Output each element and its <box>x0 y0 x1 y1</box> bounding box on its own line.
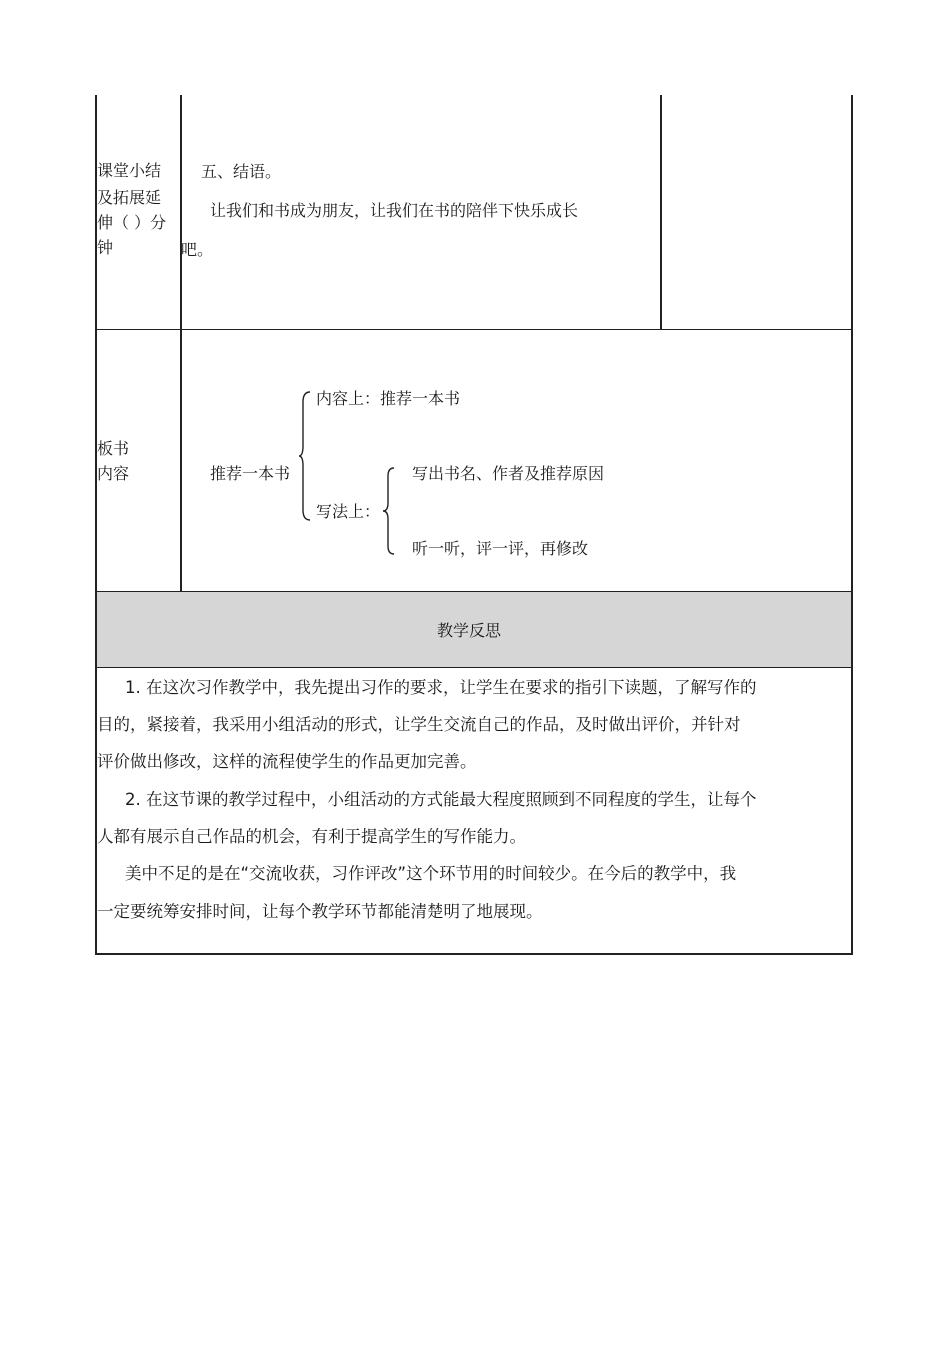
board-writing-item-1: 写出书名、作者及推荐原因 <box>412 464 605 483</box>
row-divider-summary <box>95 329 853 330</box>
reflection-line-2: 目的，紧接着，我采用小组活动的形式，让学生交流自己的作品，及时做出评价，并针对 <box>97 715 741 734</box>
board-topic: 推荐一本书 <box>210 464 291 483</box>
summary-label-line-2: 及拓展延 <box>97 188 162 207</box>
board-label-line-2: 内容 <box>97 464 130 483</box>
reflection-line-7: 一定要统筹安排时间，让每个教学环节都能清楚明了地展现。 <box>97 902 543 921</box>
board-brace-writing <box>382 466 396 556</box>
summary-body-line-2: 吧。 <box>181 240 214 259</box>
reflection-header: 教学反思 <box>437 621 502 640</box>
table-bottom-border <box>95 953 853 955</box>
board-writing-branch: 写法上： <box>316 502 381 521</box>
reflection-line-5: 人都有展示自己作品的机会，有利于提高学生的写作能力。 <box>97 827 526 846</box>
reflection-line-4: 2. 在这节课的教学过程中，小组活动的方式能最大程度照顾到不同程度的学生，让每个 <box>125 790 757 809</box>
reflection-line-1: 1. 在这次习作教学中，我先提出习作的要求，让学生在要求的指引下读题，了解写作的 <box>125 678 757 697</box>
summary-label-line-3: 伸（ ）分 <box>97 213 167 232</box>
reflection-line-3: 评价做出修改，这样的流程使学生的作品更加完善。 <box>97 752 477 771</box>
summary-body-line-1: 让我们和书成为朋友，让我们在书的陪伴下快乐成长 <box>210 201 579 220</box>
summary-label-line-4: 钟 <box>97 238 114 257</box>
table-right-border <box>851 95 853 955</box>
board-content-branch: 内容上：推荐一本书 <box>316 389 461 408</box>
board-brace-main <box>298 390 312 522</box>
board-label-line-1: 板书 <box>97 439 130 458</box>
board-writing-item-2: 听一听，评一评，再修改 <box>412 539 589 558</box>
summary-column-divider <box>660 95 662 330</box>
row-divider-reflection-header <box>95 667 853 668</box>
label-column-divider <box>180 95 182 592</box>
reflection-line-6: 美中不足的是在“交流收获，习作评改”这个环节用的时间较少。在今后的教学中，我 <box>125 864 737 883</box>
summary-label-line-1: 课堂小结 <box>97 161 162 180</box>
summary-heading: 五、结语。 <box>201 162 282 181</box>
